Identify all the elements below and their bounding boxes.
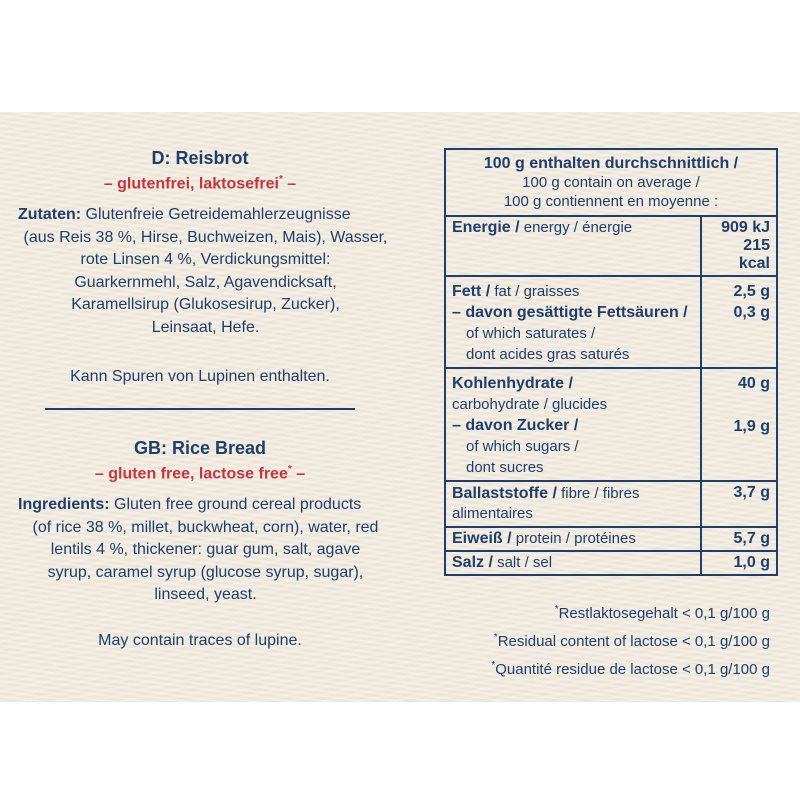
footnote-fr: *Quantité residue de lactose < 0,1 g/100 g xyxy=(491,660,770,678)
nutrition-table xyxy=(444,148,778,576)
gb-ingredients: Ingredients: Gluten free ground cereal products (of rice 38 %, millet, buckwheat, corn), water, red lentils 4 %, thickener: guar gum, salt, agave syrup, caramel syrup (glucose syrup, sugar), linseed, yeast. xyxy=(18,496,379,603)
row-energy: Energie / energy / énergie 909 kJ 215 kcal xyxy=(445,216,777,276)
row-salt: Salz / salt / sel 1,0 g xyxy=(445,551,777,575)
product-label xyxy=(0,112,800,702)
de-subtitle: – glutenfrei, laktosefrei* – xyxy=(103,174,297,193)
nutrition-header: 100 g enthalten durchschnittlich / 100 g contain on average / 100 g contiennent en moyenne : xyxy=(445,149,777,216)
de-ingredients-label: Zutaten: xyxy=(18,206,82,223)
gb-ingredients-label: Ingredients: xyxy=(18,496,110,513)
row-fat: Fett / fat / graisses – davon gesättigte Fettsäuren / of which saturates / dont acides gras saturés 2,5 g 0,3 g xyxy=(445,276,777,368)
gb-title: GB: Rice Bread xyxy=(133,438,267,458)
de-ingredients: Zutaten: Glutenfreie Getreidemahlerzeugnisse (aus Reis 38 %, Hirse, Buchweizen, Mais), Wasser, rote Linsen 4 %, Verdickungsmittel: Guarkernmehl, Salz, Agavendicksaft, Karamellsirup (Glukosesirup, Zucker), Leinsaat, Hefe. xyxy=(18,206,388,336)
row-protein: Eiweiß / protein / protéines 5,7 g xyxy=(445,527,777,551)
footnote-en: *Residual content of lactose < 0,1 g/100 g xyxy=(493,632,770,650)
row-carbohydrate: Kohlenhydrate / carbohydrate / glucides – davon Zucker / of which sugars / dont sucres 40 g 1,9 g xyxy=(445,368,777,481)
gb-subtitle: – gluten free, lactose free* – xyxy=(94,464,306,483)
divider xyxy=(45,408,355,410)
gb-traces: May contain traces of lupine. xyxy=(98,632,302,649)
footnote-de: *Restlaktosegehalt < 0,1 g/100 g xyxy=(554,604,770,622)
de-title: D: Reisbrot xyxy=(151,148,249,168)
row-fibre: Ballaststoffe / fibre / fibres alimentaires 3,7 g xyxy=(445,481,777,527)
de-traces: Kann Spuren von Lupinen enthalten. xyxy=(70,368,330,385)
